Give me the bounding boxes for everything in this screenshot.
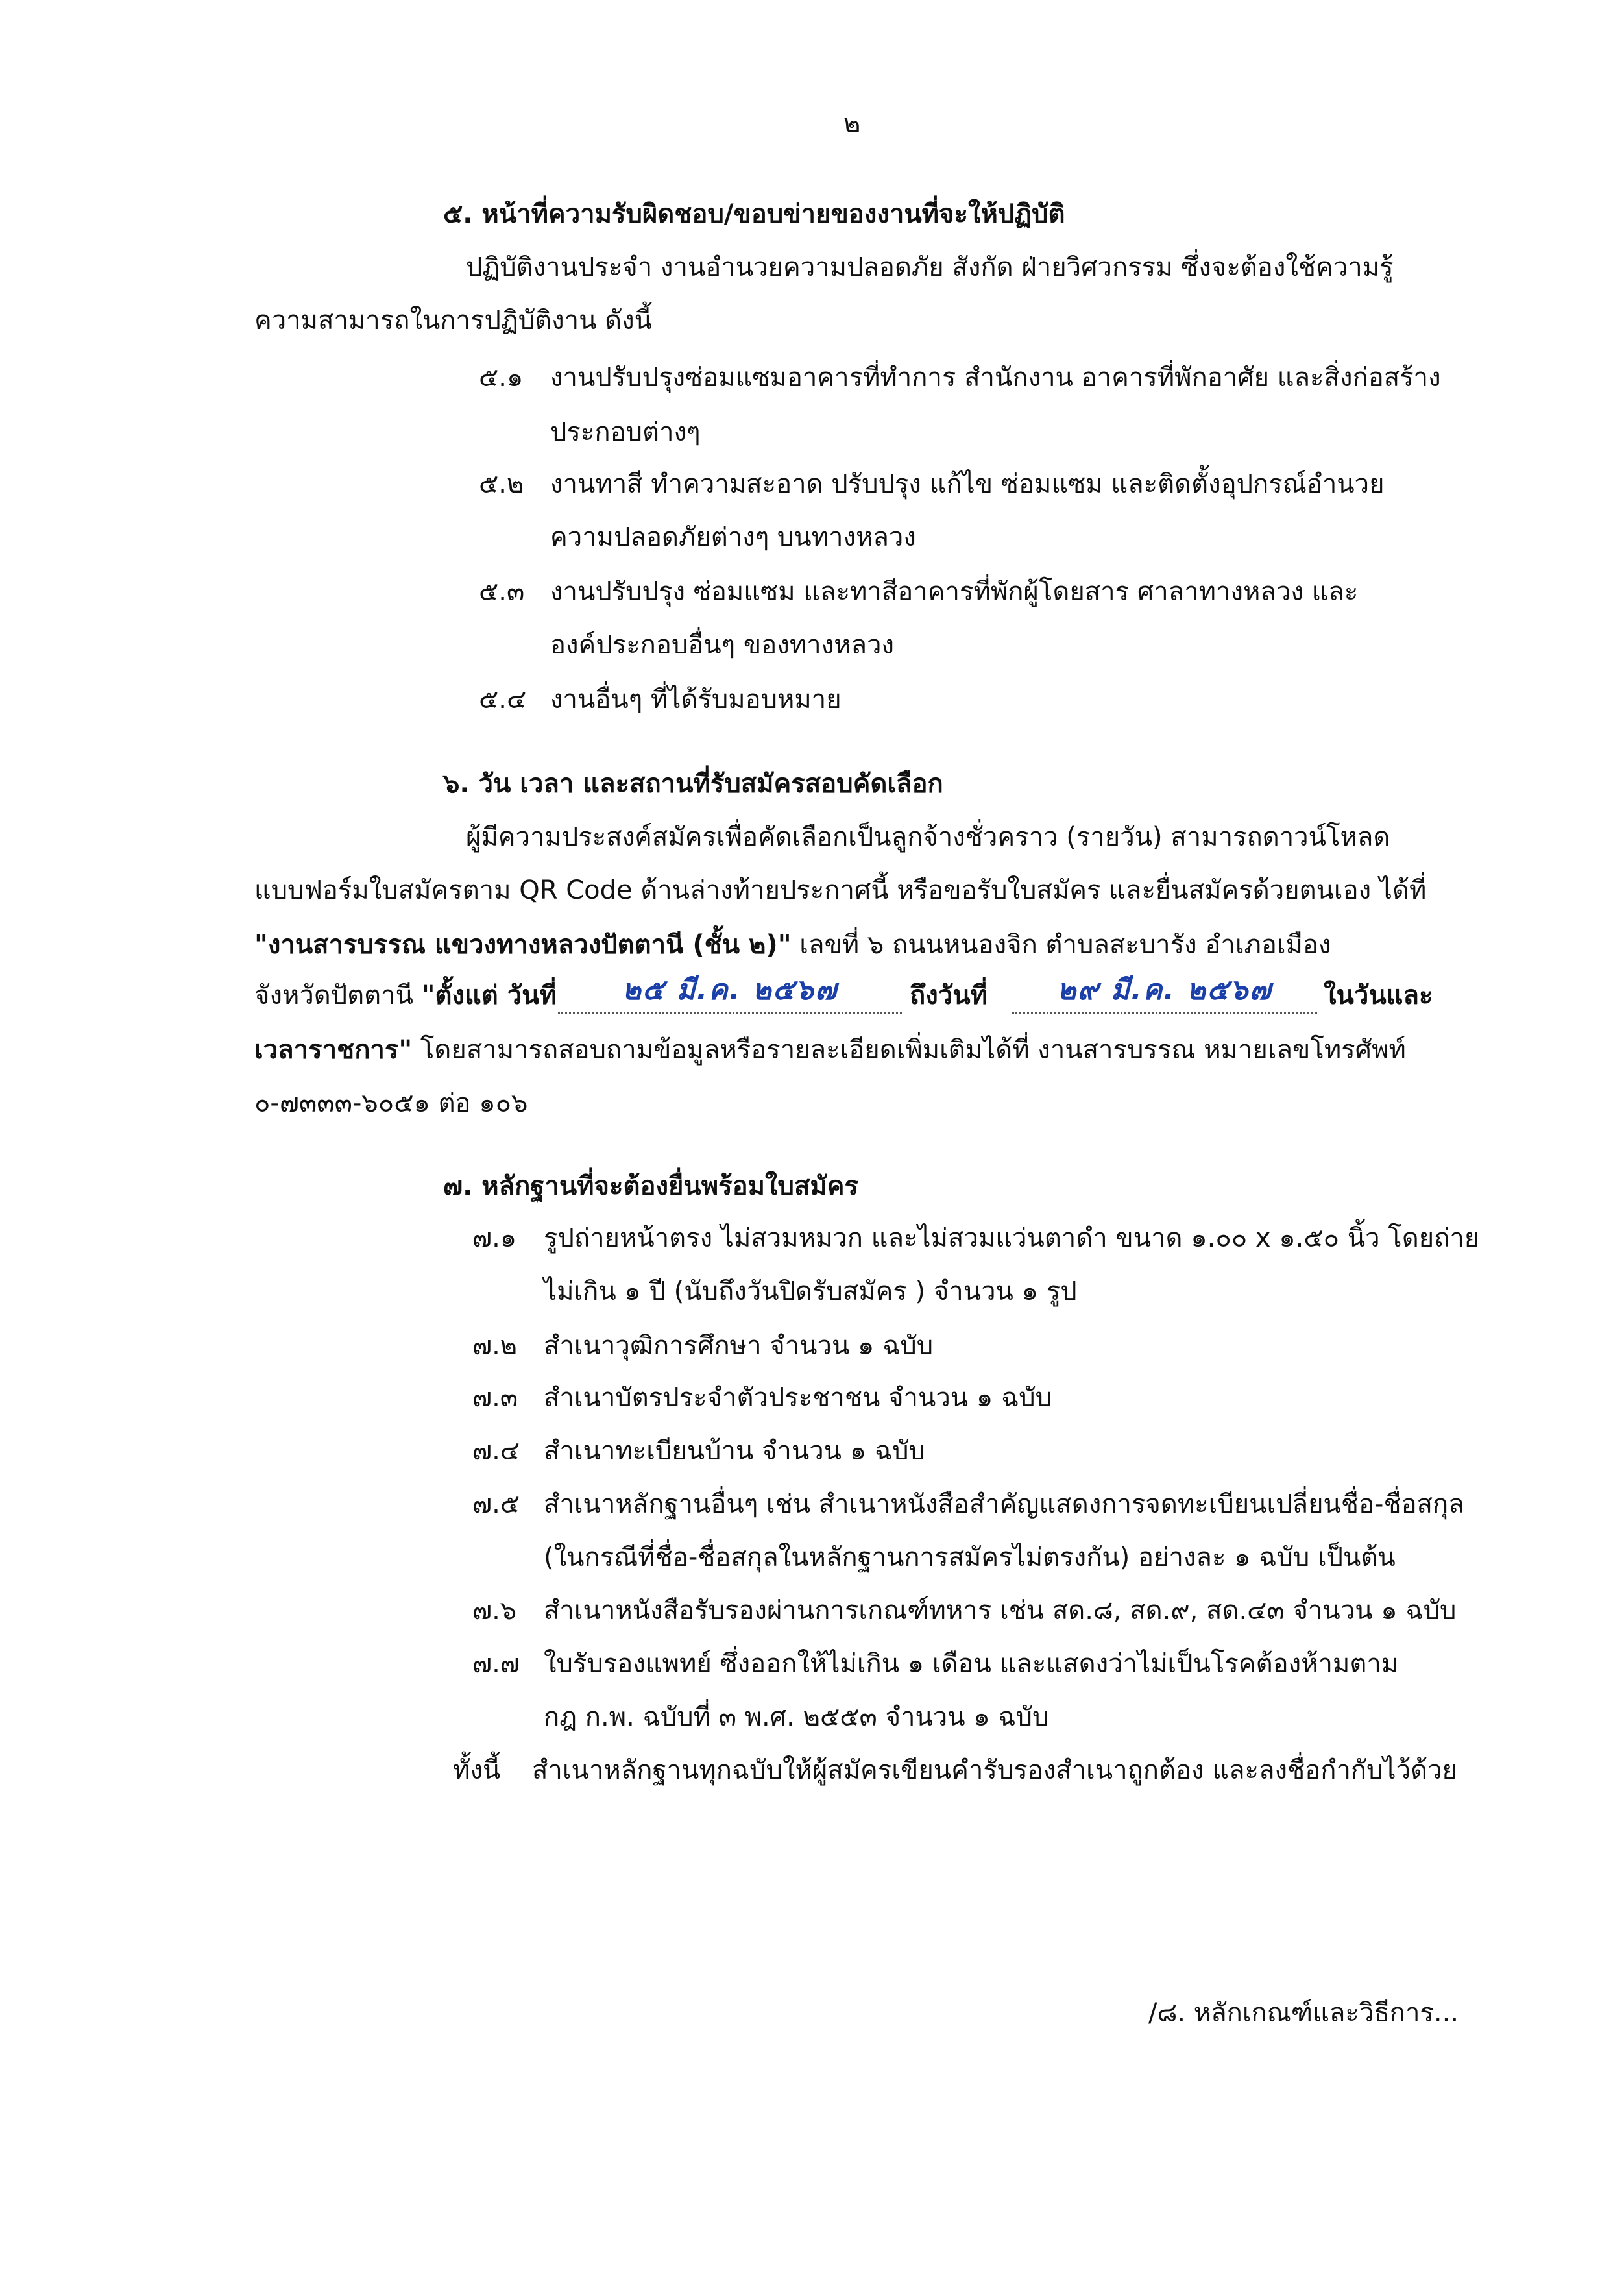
date-from-value: ๒๕ มี.ค. ๒๕๖๗ bbox=[558, 967, 902, 1014]
date-to-label: ถึงวันที่ bbox=[910, 981, 988, 1010]
item-number: ๗.๑ bbox=[472, 1223, 517, 1253]
section-6-line4-prefix bbox=[254, 977, 557, 1014]
section-7-heading: ๗. หลักฐานที่จะต้องยื่นพร้อมใบสมัคร bbox=[443, 1171, 858, 1201]
section-5-heading: ๕. หน้าที่ความรับผิดชอบ/ขอบข่ายของงานที่จะให้ปฏิบัติ bbox=[443, 199, 1065, 229]
item-number: ๕.๑ bbox=[479, 363, 524, 393]
section-5-intro-line1: ปฏิบัติงานประจำ งานอำนวยความปลอดภัย สังกัด ฝ่ายวิศวกรรม ซึ่งจะต้องใช้ความรู้ bbox=[466, 252, 1394, 282]
list-item: ใบรับรองแพทย์ ซึ่งออกให้ไม่เกิน ๑ เดือน และแสดงว่าไม่เป็นโรคต้องห้ามตาม bbox=[544, 1649, 1399, 1679]
date-to-field bbox=[1012, 967, 1317, 1007]
item-number: ๕.๒ bbox=[479, 469, 524, 499]
section-6-line5 bbox=[254, 1032, 1406, 1068]
list-item: งานปรับปรุง ซ่อมแซม และทาสีอาคารที่พักผู้โดยสาร ศาลาทางหลวง และ bbox=[550, 577, 1359, 607]
section-6-line2: แบบฟอร์มใบสมัครตาม QR Code ด้านล่างท้ายประกาศนี้ หรือขอรับใบสมัคร และยื่นสมัครด้วยตนเอง ได้ที่ bbox=[254, 875, 1427, 905]
note-label: ทั้งนี้ bbox=[453, 1755, 501, 1785]
list-item: สำเนาทะเบียนบ้าน จำนวน ๑ ฉบับ bbox=[544, 1436, 925, 1466]
list-item-continuation: (ในกรณีที่ชื่อ-ชื่อสกุลในหลักฐานการสมัครไม่ตรงกัน) อย่างละ ๑ ฉบับ เป็นต้น bbox=[544, 1543, 1396, 1572]
list-item: สำเนาบัตรประจำตัวประชาชน จำนวน ๑ ฉบับ bbox=[544, 1383, 1052, 1413]
item-number: ๗.๖ bbox=[472, 1596, 517, 1626]
office-hours: เวลาราชการ" bbox=[254, 1035, 413, 1065]
item-number: ๗.๔ bbox=[472, 1436, 520, 1466]
phone-number: ๐-๗๓๓๓-๖๐๕๑ ต่อ ๑๐๖ bbox=[254, 1088, 528, 1118]
list-item: งานปรับปรุงซ่อมแซมอาคารที่ทำการ สำนักงาน อาคารที่พักอาศัย และสิ่งก่อสร้าง bbox=[550, 363, 1441, 393]
date-from-field bbox=[558, 967, 902, 1007]
section-6-line1: ผู้มีความประสงค์สมัครเพื่อคัดเลือกเป็นลูกจ้างชั่วคราว (รายวัน) สามารถดาวน์โหลด bbox=[466, 822, 1390, 852]
list-item: สำเนาวุฒิการศึกษา จำนวน ๑ ฉบับ bbox=[544, 1331, 934, 1361]
list-item: งานทาสี ทำความสะอาด ปรับปรุง แก้ไข ซ่อมแซม และติดตั้งอุปกรณ์อำนวย bbox=[550, 469, 1385, 499]
section-5-intro-line2: ความสามารถในการปฏิบัติงาน ดังนี้ bbox=[254, 306, 653, 336]
province-label: จังหวัดปัตตานี bbox=[254, 981, 413, 1010]
list-item: สำเนาหนังสือรับรองผ่านการเกณฑ์ทหาร เช่น สด.๘, สด.๙, สด.๔๓ จำนวน ๑ ฉบับ bbox=[544, 1596, 1457, 1626]
item-number: ๗.๕ bbox=[472, 1489, 520, 1519]
item-number: ๗.๒ bbox=[472, 1331, 518, 1361]
office-address: เลขที่ ๖ ถนนหนองจิก ตำบลสะบารัง อำเภอเมือง bbox=[799, 930, 1331, 960]
list-item-continuation: องค์ประกอบอื่นๆ ของทางหลวง bbox=[550, 630, 894, 660]
office-location: "งานสารบรรณ แขวงทางหลวงปัตตานี (ชั้น ๒)" bbox=[254, 930, 792, 960]
item-number: ๕.๔ bbox=[479, 685, 527, 714]
list-item: รูปถ่ายหน้าตรง ไม่สวมหมวก และไม่สวมแว่นตาดำ ขนาด ๑.๐๐ x ๑.๕๐ นิ้ว โดยถ่าย bbox=[544, 1223, 1480, 1253]
contact-info: โดยสามารถสอบถามข้อมูลหรือรายละเอียดเพิ่มเติมได้ที่ งานสารบรรณ หมายเลขโทรศัพท์ bbox=[420, 1035, 1406, 1065]
note-text: สำเนาหลักฐานทุกฉบับให้ผู้สมัครเขียนคำรับรองสำเนาถูกต้อง และลงชื่อกำกับไว้ด้วย bbox=[532, 1755, 1457, 1785]
page-number: ๒ bbox=[843, 109, 861, 139]
section-6-line3 bbox=[254, 927, 1475, 963]
list-item-continuation: ประกอบต่างๆ bbox=[550, 417, 701, 447]
continuation-text: /๘. หลักเกณฑ์และวิธีการ... bbox=[1148, 1998, 1459, 2028]
item-number: ๗.๗ bbox=[472, 1649, 520, 1679]
item-number: ๕.๓ bbox=[479, 577, 525, 607]
section-6-heading: ๖. วัน เวลา และสถานที่รับสมัครสอบคัดเลือก bbox=[443, 769, 943, 799]
date-from-label: "ตั้งแต่ วันที่ bbox=[421, 981, 557, 1010]
list-item-continuation: ความปลอดภัยต่างๆ บนทางหลวง bbox=[550, 522, 916, 552]
section-6-line4-end: ในวันและ bbox=[1324, 981, 1433, 1010]
list-item-continuation: ไม่เกิน ๑ ปี (นับถึงวันปิดรับสมัคร ) จำนวน ๑ รูป bbox=[544, 1276, 1077, 1306]
list-item: งานอื่นๆ ที่ได้รับมอบหมาย bbox=[550, 685, 842, 714]
date-to-value: ๒๙ มี.ค. ๒๕๖๗ bbox=[1012, 967, 1317, 1014]
item-number: ๗.๓ bbox=[472, 1383, 518, 1413]
list-item-continuation: กฎ ก.พ. ฉบับที่ ๓ พ.ศ. ๒๕๕๓ จำนวน ๑ ฉบับ bbox=[544, 1702, 1049, 1732]
list-item: สำเนาหลักฐานอื่นๆ เช่น สำเนาหนังสือสำคัญแสดงการจดทะเบียนเปลี่ยนชื่อ-ชื่อสกุล bbox=[544, 1489, 1464, 1519]
